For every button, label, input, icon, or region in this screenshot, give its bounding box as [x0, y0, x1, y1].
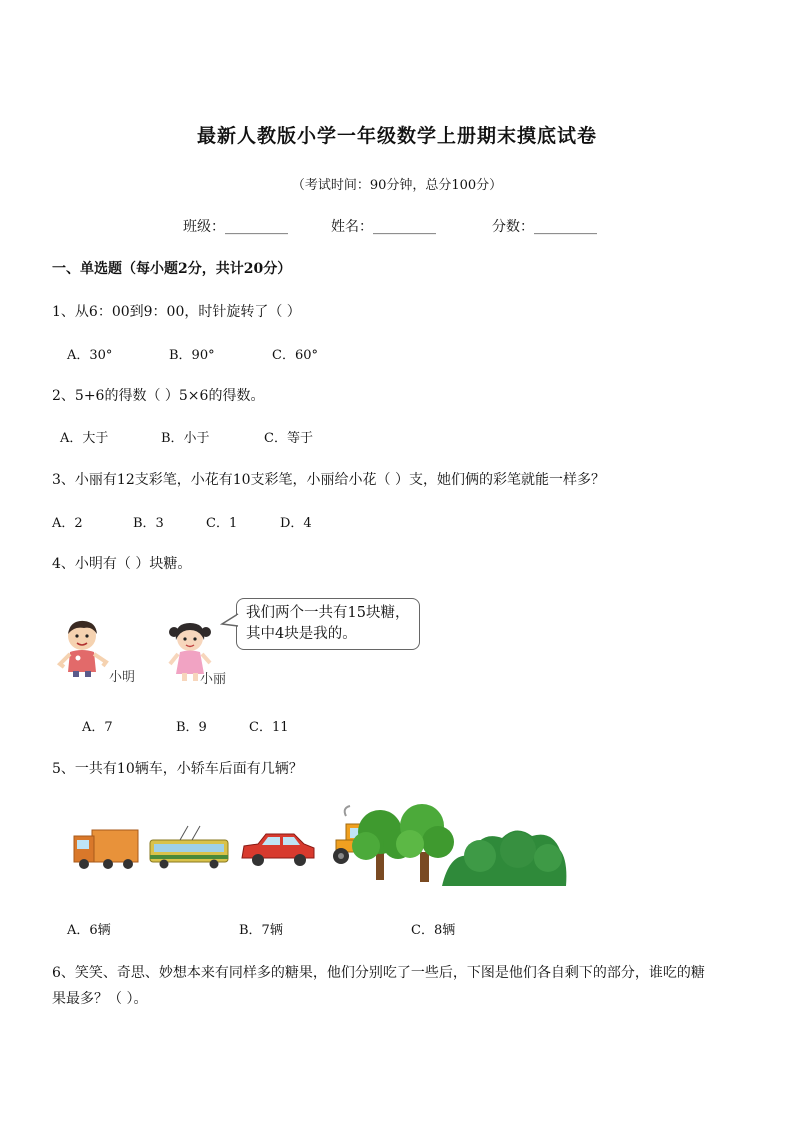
boy-illustration — [56, 614, 116, 678]
q5-option-c[interactable]: C．8辆 — [411, 923, 456, 938]
q4-option-c[interactable]: C．11 — [249, 720, 289, 735]
name-field[interactable]: 姓名：_________ — [331, 219, 436, 235]
boy-label: 小明 — [109, 670, 136, 685]
section-heading: 一、单选题（每小题2分，共计20分） — [52, 261, 292, 277]
car-icon — [242, 834, 314, 866]
truck-icon — [74, 830, 138, 869]
question-1: 1、从6：00到9：00，时针旋转了（ ） — [52, 304, 301, 320]
score-field[interactable]: 分数：_________ — [492, 219, 597, 235]
question-6-line-2: 果最多？（ ）。 — [52, 991, 148, 1007]
vehicles-illustration — [70, 800, 570, 890]
q4-option-a[interactable]: A．7 — [82, 720, 113, 735]
exam-info: （考试时间：90分钟，总分100分） — [291, 178, 503, 193]
girl-label: 小丽 — [200, 672, 227, 687]
question-5: 5、一共有10辆车，小轿车后面有几辆？ — [52, 761, 303, 777]
q1-option-a[interactable]: A．30° — [67, 348, 113, 363]
q1-option-b[interactable]: B．90° — [169, 348, 215, 363]
q2-option-a[interactable]: A．大于 — [60, 431, 109, 446]
page-title: 最新人教版小学一年级数学上册期末摸底试卷 — [196, 125, 597, 147]
q3-option-d[interactable]: D．4 — [280, 516, 312, 531]
q5-option-b[interactable]: B．7辆 — [239, 923, 283, 938]
q3-option-c[interactable]: C．1 — [206, 516, 238, 531]
q3-option-a[interactable]: A．2 — [52, 516, 83, 531]
q1-option-c[interactable]: C．60° — [272, 348, 318, 363]
class-field[interactable]: 班级：_________ — [183, 219, 288, 235]
question-4: 4、小明有（ ）块糖。 — [52, 556, 192, 572]
trees-icon — [352, 804, 566, 886]
question-3: 3、小丽有12支彩笔，小花有10支彩笔，小丽给小花（ ）支，她们俩的彩笔就能一样多？ — [52, 472, 605, 488]
bus-icon — [150, 826, 228, 869]
speech-bubble-tail — [220, 612, 240, 630]
q4-option-b[interactable]: B．9 — [176, 720, 207, 735]
question-2: 2、5+6的得数（ ）5×6的得数。 — [52, 388, 265, 404]
q2-option-b[interactable]: B．小于 — [161, 431, 210, 446]
q3-option-b[interactable]: B．3 — [133, 516, 164, 531]
speech-text: 我们两个一共有15块糖，其中4块是我的。 — [246, 605, 410, 642]
question-6-line-1: 6、笑笑、奇思、妙想本来有同样多的糖果，他们分别吃了一些后，下图是他们各自剩下的部分，谁吃的糖 — [52, 965, 705, 981]
q5-option-a[interactable]: A．6辆 — [67, 923, 111, 938]
q2-option-c[interactable]: C．等于 — [264, 431, 313, 446]
